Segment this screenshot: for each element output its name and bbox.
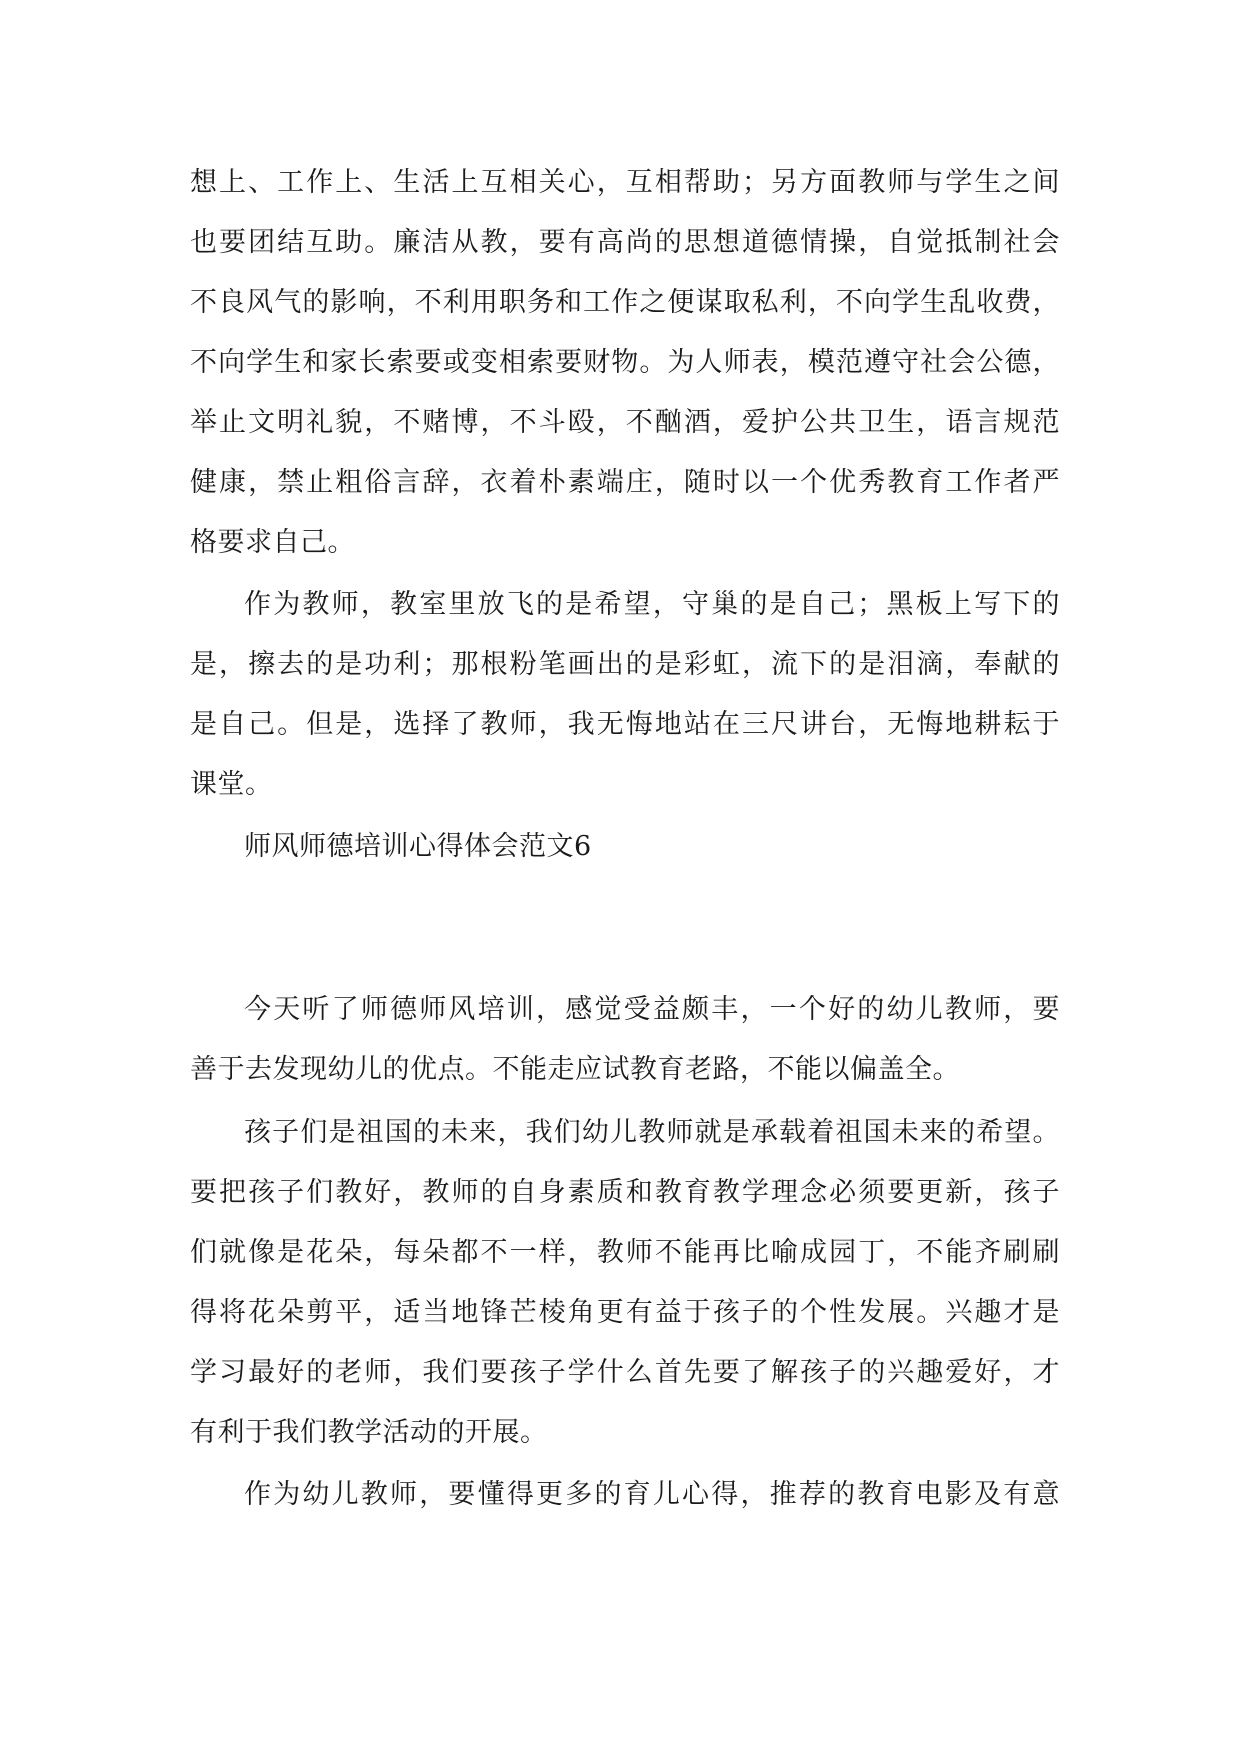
paragraph-line: 学习最好的老师，我们要孩子学什么首先要了解孩子的兴趣爱好，才 xyxy=(190,1357,1060,1388)
paragraph-line: 不向学生和家长索要或变相索要财物。为人师表，模范遵守社会公德， xyxy=(190,347,1060,378)
paragraph-line: 孩子们是祖国的未来，我们幼儿教师就是承载着祖国未来的希望。 xyxy=(244,1117,1060,1148)
paragraph-line: 作为幼儿教师，要懂得更多的育儿心得，推荐的教育电影及有意 xyxy=(244,1479,1060,1510)
paragraph-line: 要把孩子们教好，教师的自身素质和教育教学理念必须要更新，孩子 xyxy=(190,1177,1060,1208)
paragraph-line: 想上、工作上、生活上互相关心，互相帮助；另方面教师与学生之间 xyxy=(190,167,1060,198)
paragraph-line: 课堂。 xyxy=(190,769,273,800)
section-heading: 师风师德培训心得体会范文6 xyxy=(244,831,592,862)
paragraph-line: 善于去发现幼儿的优点。不能走应试教育老路，不能以偏盖全。 xyxy=(190,1054,960,1085)
paragraph-line: 今天听了师德师风培训，感觉受益颇丰，一个好的幼儿教师，要 xyxy=(244,994,1060,1025)
paragraph-line: 是自己。但是，选择了教师，我无悔地站在三尺讲台，无悔地耕耘于 xyxy=(190,709,1060,740)
paragraph-line: 格要求自己。 xyxy=(190,527,355,558)
paragraph-line: 有利于我们教学活动的开展。 xyxy=(190,1417,548,1448)
paragraph-line: 也要团结互助。廉洁从教，要有高尚的思想道德情操，自觉抵制社会 xyxy=(190,227,1060,258)
paragraph-line: 作为教师，教室里放飞的是希望，守巢的是自己；黑板上写下的 xyxy=(244,589,1060,620)
paragraph-line: 们就像是花朵，每朵都不一样，教师不能再比喻成园丁，不能齐刷刷 xyxy=(190,1237,1060,1268)
paragraph-line: 健康，禁止粗俗言辞，衣着朴素端庄，随时以一个优秀教育工作者严 xyxy=(190,467,1060,498)
paragraph-line: 是，擦去的是功利；那根粉笔画出的是彩虹，流下的是泪滴，奉献的 xyxy=(190,649,1060,680)
paragraph-line: 不良风气的影响，不利用职务和工作之便谋取私利，不向学生乱收费， xyxy=(190,287,1060,318)
paragraph-line: 举止文明礼貌，不赌博，不斗殴，不酗酒，爱护公共卫生，语言规范 xyxy=(190,407,1060,438)
paragraph-line: 得将花朵剪平，适当地锋芒棱角更有益于孩子的个性发展。兴趣才是 xyxy=(190,1297,1060,1328)
